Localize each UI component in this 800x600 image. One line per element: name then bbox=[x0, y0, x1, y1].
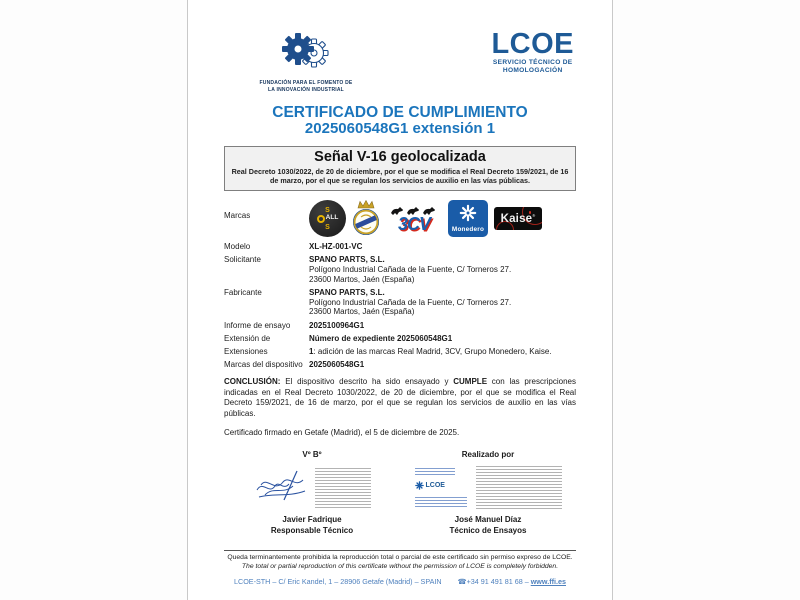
fundacion-caption-line2: LA INNOVACIÓN INDUSTRIAL bbox=[268, 87, 344, 94]
product-title: Señal V-16 geolocalizada bbox=[314, 149, 486, 166]
footer-website-link[interactable]: www.ffi.es bbox=[530, 577, 566, 586]
lcoe-logo-text: LCOE bbox=[491, 28, 574, 60]
fundacion-gears-icon bbox=[281, 30, 331, 79]
informe-value: 2025100964G1 bbox=[309, 320, 365, 330]
marcas-dispositivo-label: Marcas del dispositivo bbox=[224, 360, 303, 370]
fabricante-label: Fabricante bbox=[224, 287, 262, 297]
row-solicitante bbox=[224, 255, 576, 284]
product-subtitle: Real Decreto 1030/2022, de 20 de diciembre, por el que se modifica el Real Decreto 159/2021, de 16 de marzo, por el que se regulan los servicios de auxilio en las vías públicas. bbox=[231, 166, 569, 186]
left-signer-role: Responsable Técnico bbox=[270, 525, 354, 535]
certificate-title bbox=[224, 105, 576, 138]
details-section bbox=[224, 201, 576, 371]
solicitante-address1: Polígono Industrial Cañada de la Fuente, C/ Torneros 27. bbox=[309, 264, 512, 274]
brand-realmadrid-logo bbox=[352, 199, 380, 239]
certificate-page bbox=[187, 0, 613, 600]
soscall-ring-icon bbox=[317, 215, 325, 223]
stamp-snowflake-icon bbox=[415, 477, 424, 495]
brand-soscall-logo bbox=[309, 200, 346, 237]
fabricante-address2: 23600 Martos, Jaén (España) bbox=[309, 307, 415, 317]
brand-3cv-logo bbox=[386, 205, 442, 233]
digital-signature-microtext bbox=[476, 466, 562, 510]
stamp-microtext bbox=[415, 468, 455, 475]
modelo-value: XL-HZ-001-VC bbox=[309, 241, 363, 251]
row-marcas-dispositivo bbox=[224, 360, 576, 370]
right-signer-role: Técnico de Ensayos bbox=[449, 525, 527, 535]
extensiones-label: Extensiones bbox=[224, 347, 268, 357]
vobo-header: Vº Bº bbox=[302, 450, 322, 460]
informe-label: Informe de ensayo bbox=[224, 320, 291, 330]
footer-address: LCOE-STH – C/ Eric Kandel, 1 – 28906 Getafe (Madrid) – SPAIN bbox=[234, 577, 442, 586]
signatures-section bbox=[224, 450, 576, 536]
footer-prohibition-es: Queda terminantemente prohibida la reproducción total o parcial de este certificado sin permiso expreso de LCOE. bbox=[227, 554, 573, 562]
fundacion-caption-line1: FUNDACIÓN PARA EL FOMENTO DE bbox=[259, 80, 353, 86]
row-fabricante bbox=[224, 288, 576, 317]
soscall-top-letter: S bbox=[325, 206, 330, 214]
row-modelo bbox=[224, 242, 576, 252]
signature-scribble-icon bbox=[253, 468, 311, 509]
footer-separator: – bbox=[522, 577, 531, 586]
solicitante-address2: 23600 Martos, Jaén (España) bbox=[309, 274, 415, 284]
title-line1: CERTIFICADO DE CUMPLIMIENTO bbox=[272, 103, 528, 121]
lcoe-logo bbox=[491, 28, 574, 75]
monedero-text: Monedero bbox=[451, 225, 485, 233]
lcoe-logo-subtitle bbox=[491, 59, 574, 75]
kaise-wordmark: Kaise bbox=[500, 212, 533, 225]
solicitante-label: Solicitante bbox=[224, 255, 261, 265]
row-marcas bbox=[224, 201, 576, 239]
product-box bbox=[224, 146, 576, 190]
soscall-mid-text: ALL bbox=[325, 214, 339, 222]
stamp-lcoe-text: LCOE bbox=[425, 482, 445, 490]
extension-de-label: Extensión de bbox=[224, 333, 271, 343]
right-signer-name: José Manuel Díaz bbox=[454, 515, 522, 525]
extensiones-number: 1 bbox=[309, 347, 314, 357]
conclusion-cumple: CUMPLE bbox=[453, 377, 488, 387]
footer-phone: +34 91 491 81 68 bbox=[466, 577, 523, 586]
row-extensiones bbox=[224, 347, 576, 357]
conclusion-text-1: El dispositivo descrito ha sido ensayado y bbox=[280, 377, 454, 387]
brand-logos bbox=[309, 199, 576, 239]
phone-icon: ☎ bbox=[457, 577, 467, 586]
solicitante-name: SPANO PARTS, S.L. bbox=[309, 255, 385, 265]
modelo-label: Modelo bbox=[224, 241, 251, 251]
marcas-dispositivo-value: 2025060548G1 bbox=[309, 360, 365, 370]
monedero-snowflake-icon bbox=[459, 204, 477, 225]
fabricante-name: SPANO PARTS, S.L. bbox=[309, 287, 385, 297]
fabricante-address1: Polígono Industrial Cañada de la Fuente, C/ Torneros 27. bbox=[309, 297, 512, 307]
signature-right-column bbox=[400, 450, 576, 536]
footer-address-line bbox=[224, 577, 576, 586]
soscall-bottom-letter: S bbox=[325, 223, 330, 231]
left-signer-name: Javier Fadrique bbox=[282, 515, 342, 525]
footer-prohibition-en: The total or partial reproduction of this certificate without the permission of LCOE is completely forbidden. bbox=[241, 562, 559, 570]
3cv-text: 3CV bbox=[397, 214, 430, 235]
conclusion-text-2: con las prescripciones indicadas en el Real Decreto 1030/2022, de 20 de diciembre, por el que se modifica el Real Decreto 159/2021, de 16 de marzo, por el que se regulan los servicios de auxilio en las vías públicas. bbox=[224, 377, 577, 418]
row-extension-de bbox=[224, 334, 576, 344]
title-line2: 2025060548G1 extensión 1 bbox=[304, 119, 496, 137]
lcoe-subtitle-line1: SERVICIO TÉCNICO DE bbox=[492, 58, 573, 66]
digital-signature-microtext bbox=[315, 468, 371, 508]
brand-monedero-logo bbox=[448, 200, 488, 237]
stamp-microtext bbox=[415, 497, 467, 509]
signed-line: Certificado firmado en Getafe (Madrid), el 5 de diciembre de 2025. bbox=[224, 428, 460, 438]
row-informe bbox=[224, 321, 576, 331]
footer bbox=[224, 550, 576, 586]
extensiones-value bbox=[309, 347, 576, 357]
brand-kaise-logo bbox=[494, 207, 542, 230]
conclusion-paragraph bbox=[224, 377, 576, 419]
realizado-por-header: Realizado por bbox=[461, 450, 515, 460]
signature-left-column bbox=[224, 450, 400, 536]
fundacion-logo bbox=[252, 30, 360, 94]
marcas-label: Marcas bbox=[224, 210, 251, 220]
extensiones-text: : adición de las marcas Real Madrid, 3CV, Grupo Monedero, Kaise. bbox=[313, 347, 552, 357]
kaise-registered-mark: ® bbox=[532, 212, 536, 218]
kaise-text bbox=[501, 212, 536, 226]
conclusion-label: CONCLUSIÓN: bbox=[224, 377, 281, 387]
header bbox=[224, 28, 576, 94]
lcoe-digital-stamp bbox=[415, 466, 562, 510]
extension-de-value: Número de expediente 2025060548G1 bbox=[309, 333, 453, 343]
lcoe-subtitle-line2: HOMOLOGACIÓN bbox=[502, 66, 563, 74]
